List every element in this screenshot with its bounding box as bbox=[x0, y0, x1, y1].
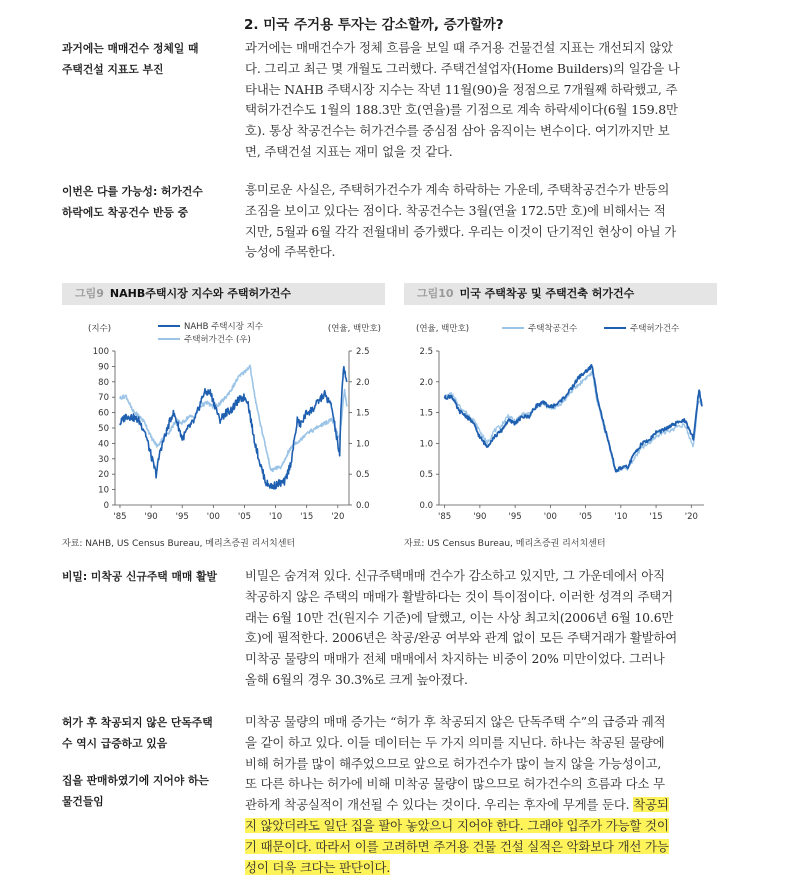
series-line-1 bbox=[120, 365, 347, 471]
x-tick-label: '20 bbox=[684, 512, 698, 522]
x-tick-label: '10 bbox=[268, 512, 283, 522]
figure-9-title bbox=[62, 283, 385, 305]
legend-label: 주택허가건수 bbox=[630, 324, 680, 334]
y2-tick-label: 2.5 bbox=[356, 347, 370, 357]
x-tick-label: '05 bbox=[237, 512, 252, 522]
y-tick-label: 70 bbox=[98, 393, 109, 404]
side-note-spacer bbox=[62, 754, 213, 770]
side-note-line: 물건들임 bbox=[62, 795, 104, 808]
highlighted-text: 지 않았더라도 일단 집을 팔아 놓았으니 지어야 한다. 그래야 입주가 가능할 것이 bbox=[245, 817, 669, 833]
figure-10-source: 자료: US Census Bureau, 메리츠증권 리서치센터 bbox=[404, 539, 606, 549]
y-tick-label: 1.0 bbox=[419, 439, 433, 450]
right-axis-unit: (연율, 백만호) bbox=[327, 324, 381, 334]
y-tick-label: 30 bbox=[98, 454, 109, 465]
left-axis-unit: (연율, 백만호) bbox=[416, 324, 470, 334]
y-tick-label: 10 bbox=[98, 485, 109, 496]
series-line-1 bbox=[445, 365, 702, 472]
paragraph-line: 착공하지 않은 주택의 매매가 활발하다는 것이 특이점이다. 이러한 성격의 주택거 bbox=[245, 588, 673, 604]
figure-title-text: NAHB주택시장 지수와 주택허가건수 bbox=[109, 287, 292, 300]
side-note-line: 집을 판매하였기에 지어야 하는 bbox=[62, 774, 209, 787]
y-tick-label: 60 bbox=[98, 408, 109, 419]
x-tick-label: '10 bbox=[614, 512, 628, 522]
x-tick-label: '20 bbox=[331, 512, 345, 522]
y-tick-label: 100 bbox=[92, 347, 109, 357]
y2-tick-label: 0.0 bbox=[356, 501, 370, 511]
paragraph-3 bbox=[245, 566, 720, 691]
y-tick-label: 0.0 bbox=[419, 501, 433, 511]
paragraph-line: 호)에 필적한다. 2006년은 착공/완공 여부와 관계 없이 모든 주택거래가 활발하여 bbox=[245, 630, 678, 646]
x-tick-label: '90 bbox=[473, 512, 487, 522]
x-tick-label: '95 bbox=[175, 512, 189, 522]
figure-10-title bbox=[404, 283, 717, 305]
paragraph-line bbox=[245, 837, 720, 858]
x-tick-label: '05 bbox=[579, 512, 593, 522]
y2-tick-label: 1.5 bbox=[356, 408, 370, 419]
x-tick-label: '15 bbox=[300, 512, 314, 522]
side-note-4 bbox=[62, 712, 213, 812]
paragraph-4 bbox=[245, 712, 720, 878]
y-tick-label: 90 bbox=[98, 362, 109, 373]
side-note-line: 이번은 다를 가능성: 허가건수 bbox=[62, 185, 203, 198]
paragraph-line: 지만, 5월과 6월 각각 전월대비 증가했다. 우리는 이것이 단기적인 현상이 아닐 가 bbox=[245, 223, 677, 239]
paragraph-line: 비해 허가를 많이 해주었으므로 앞으로 허가건수가 많이 늘지 않을 가능성이고, bbox=[245, 755, 662, 771]
paragraph-line bbox=[245, 816, 720, 837]
legend-label: NAHB 주택시장 지수 bbox=[184, 322, 264, 332]
paragraph-line: 미착공 물량의 매매가 전체 매매에서 차지하는 비중이 20% 미만이었다. 그러나 bbox=[245, 651, 665, 667]
paragraph-line: 올해 6월의 경우 30.3%로 크게 높아졌다. bbox=[245, 671, 468, 687]
paragraph-line: 을 같이 하고 있다. 이들 데이터는 두 가지 의미를 지닌다. 하나는 착공된 물량에 bbox=[245, 734, 665, 750]
nahb-permits-chart bbox=[62, 312, 387, 530]
y2-tick-label: 2.0 bbox=[356, 377, 370, 388]
paragraph-line: 능성에 주목한다. bbox=[245, 244, 336, 260]
paragraph-line bbox=[245, 795, 720, 816]
y-tick-label: 0.5 bbox=[419, 470, 433, 481]
paragraph-line: 면, 주택건설 지표는 재미 없을 것 같다. bbox=[245, 143, 453, 159]
x-tick-label: '00 bbox=[543, 512, 557, 522]
y-tick-label: 20 bbox=[98, 470, 109, 481]
side-note-1 bbox=[62, 38, 198, 80]
paragraph-line: 흥미로운 사실은, 주택허가건수가 계속 하락하는 가운데, 주택착공건수가 반등의 bbox=[245, 182, 670, 197]
x-tick-label: '15 bbox=[649, 512, 663, 522]
legend-label: 주택허가건수 (우) bbox=[184, 335, 251, 345]
side-note-line: 수 역시 급증하고 있음 bbox=[62, 737, 168, 750]
figure-label: 그림10 bbox=[417, 287, 454, 300]
y-tick-label: 1.5 bbox=[419, 408, 433, 419]
paragraph-line: 래는 6월 10만 건(원지수 기준)에 달했고, 이는 사상 최고치(2006년 6월 10.6만 bbox=[245, 609, 674, 625]
y2-tick-label: 0.5 bbox=[356, 470, 370, 481]
legend-label: 주택착공건수 bbox=[528, 324, 578, 334]
figure-9-source: 자료: NAHB, US Census Bureau, 메리츠증권 리서치센터 bbox=[62, 539, 296, 549]
x-tick-label: '90 bbox=[144, 512, 158, 522]
paragraph-line: 택허가건수도 1월의 188.3만 호(연율)를 기점으로 계속 하락세이다(6월 159.8만 bbox=[245, 102, 678, 118]
paragraph-line: 미착공 물량의 매매 증가는 “허가 후 착공되지 않은 단독주택 수”의 급증과 궤적 bbox=[245, 714, 666, 729]
paragraph-text: 관하게 착공실적이 개선될 수 있다는 것이다. 우리는 후자에 무게를 둔다. bbox=[245, 797, 630, 813]
side-note-2 bbox=[62, 181, 203, 223]
x-tick-label: '85 bbox=[113, 512, 127, 522]
y-tick-label: 40 bbox=[98, 439, 109, 450]
paragraph-line bbox=[245, 858, 720, 879]
paragraph-line: 호). 통상 착공건수는 허가건수를 중심점 삼아 움직이는 변수이다. 여기까지만 보 bbox=[245, 123, 670, 139]
x-tick-label: '95 bbox=[508, 512, 522, 522]
starts-permits-chart bbox=[404, 312, 719, 530]
y-tick-label: 0 bbox=[103, 501, 109, 511]
paragraph-2 bbox=[245, 180, 720, 263]
paragraph-line: 과거에는 매매건수가 정체 흐름을 보일 때 주거용 건물건설 지표는 개선되지 않았 bbox=[245, 40, 673, 55]
section-heading: 2. 미국 주거용 투자는 감소할까, 증가할까? bbox=[244, 17, 504, 33]
side-note-line: 허가 후 착공되지 않은 단독주택 bbox=[62, 716, 213, 729]
x-tick-label: '85 bbox=[438, 512, 452, 522]
side-note-line: 하락에도 착공건수 반등 중 bbox=[62, 206, 189, 219]
figure-label: 그림9 bbox=[75, 287, 104, 300]
y-tick-label: 2.0 bbox=[419, 377, 433, 388]
paragraph-line: 비밀은 숨겨져 있다. 신규주택매매 건수가 감소하고 있지만, 그 가운데에서 아직 bbox=[245, 568, 665, 583]
left-axis-unit: (지수) bbox=[88, 324, 112, 334]
side-note-3 bbox=[62, 566, 217, 587]
paragraph-1 bbox=[245, 38, 720, 163]
x-tick-label: '00 bbox=[206, 512, 220, 522]
figure-title-text: 미국 주택착공 및 주택건축 허가건수 bbox=[459, 287, 635, 300]
side-note-line: 주택건설 지표도 부진 bbox=[62, 63, 164, 76]
paragraph-line: 타내는 NAHB 주택시장 지수는 작년 11월(90)을 정점으로 7개월째 하락했고, 주 bbox=[245, 81, 678, 97]
y2-tick-label: 1.0 bbox=[356, 439, 370, 450]
y-tick-label: 2.5 bbox=[419, 347, 433, 357]
side-note-line: 과거에는 매매건수 정체일 때 bbox=[62, 42, 199, 55]
paragraph-line: 또 다른 하나는 허가에 비해 미착공 물량이 많으므로 허가건수의 흐름과 다소 무 bbox=[245, 776, 665, 792]
side-note-line: 비밀: 미착공 신규주택 매매 활발 bbox=[62, 570, 217, 583]
paragraph-line: 다. 그리고 최근 몇 개월도 그러했다. 주택건설업자(Home Builders)의 일감을 나 bbox=[245, 60, 680, 76]
y-tick-label: 80 bbox=[98, 377, 109, 388]
highlighted-text: 착공되 bbox=[633, 797, 669, 813]
highlighted-text: 기 때문이다. 따라서 이를 고려하면 주거용 건물 건설 실적은 악화보다 개선 가능 bbox=[245, 838, 669, 854]
y-tick-label: 50 bbox=[98, 424, 109, 434]
paragraph-line: 조짐을 보이고 있다는 점이다. 착공건수는 3월(연율 172.5만 호)에 비해서는 적 bbox=[245, 202, 666, 218]
highlighted-text: 성이 더욱 크다는 판단이다. bbox=[245, 859, 391, 875]
